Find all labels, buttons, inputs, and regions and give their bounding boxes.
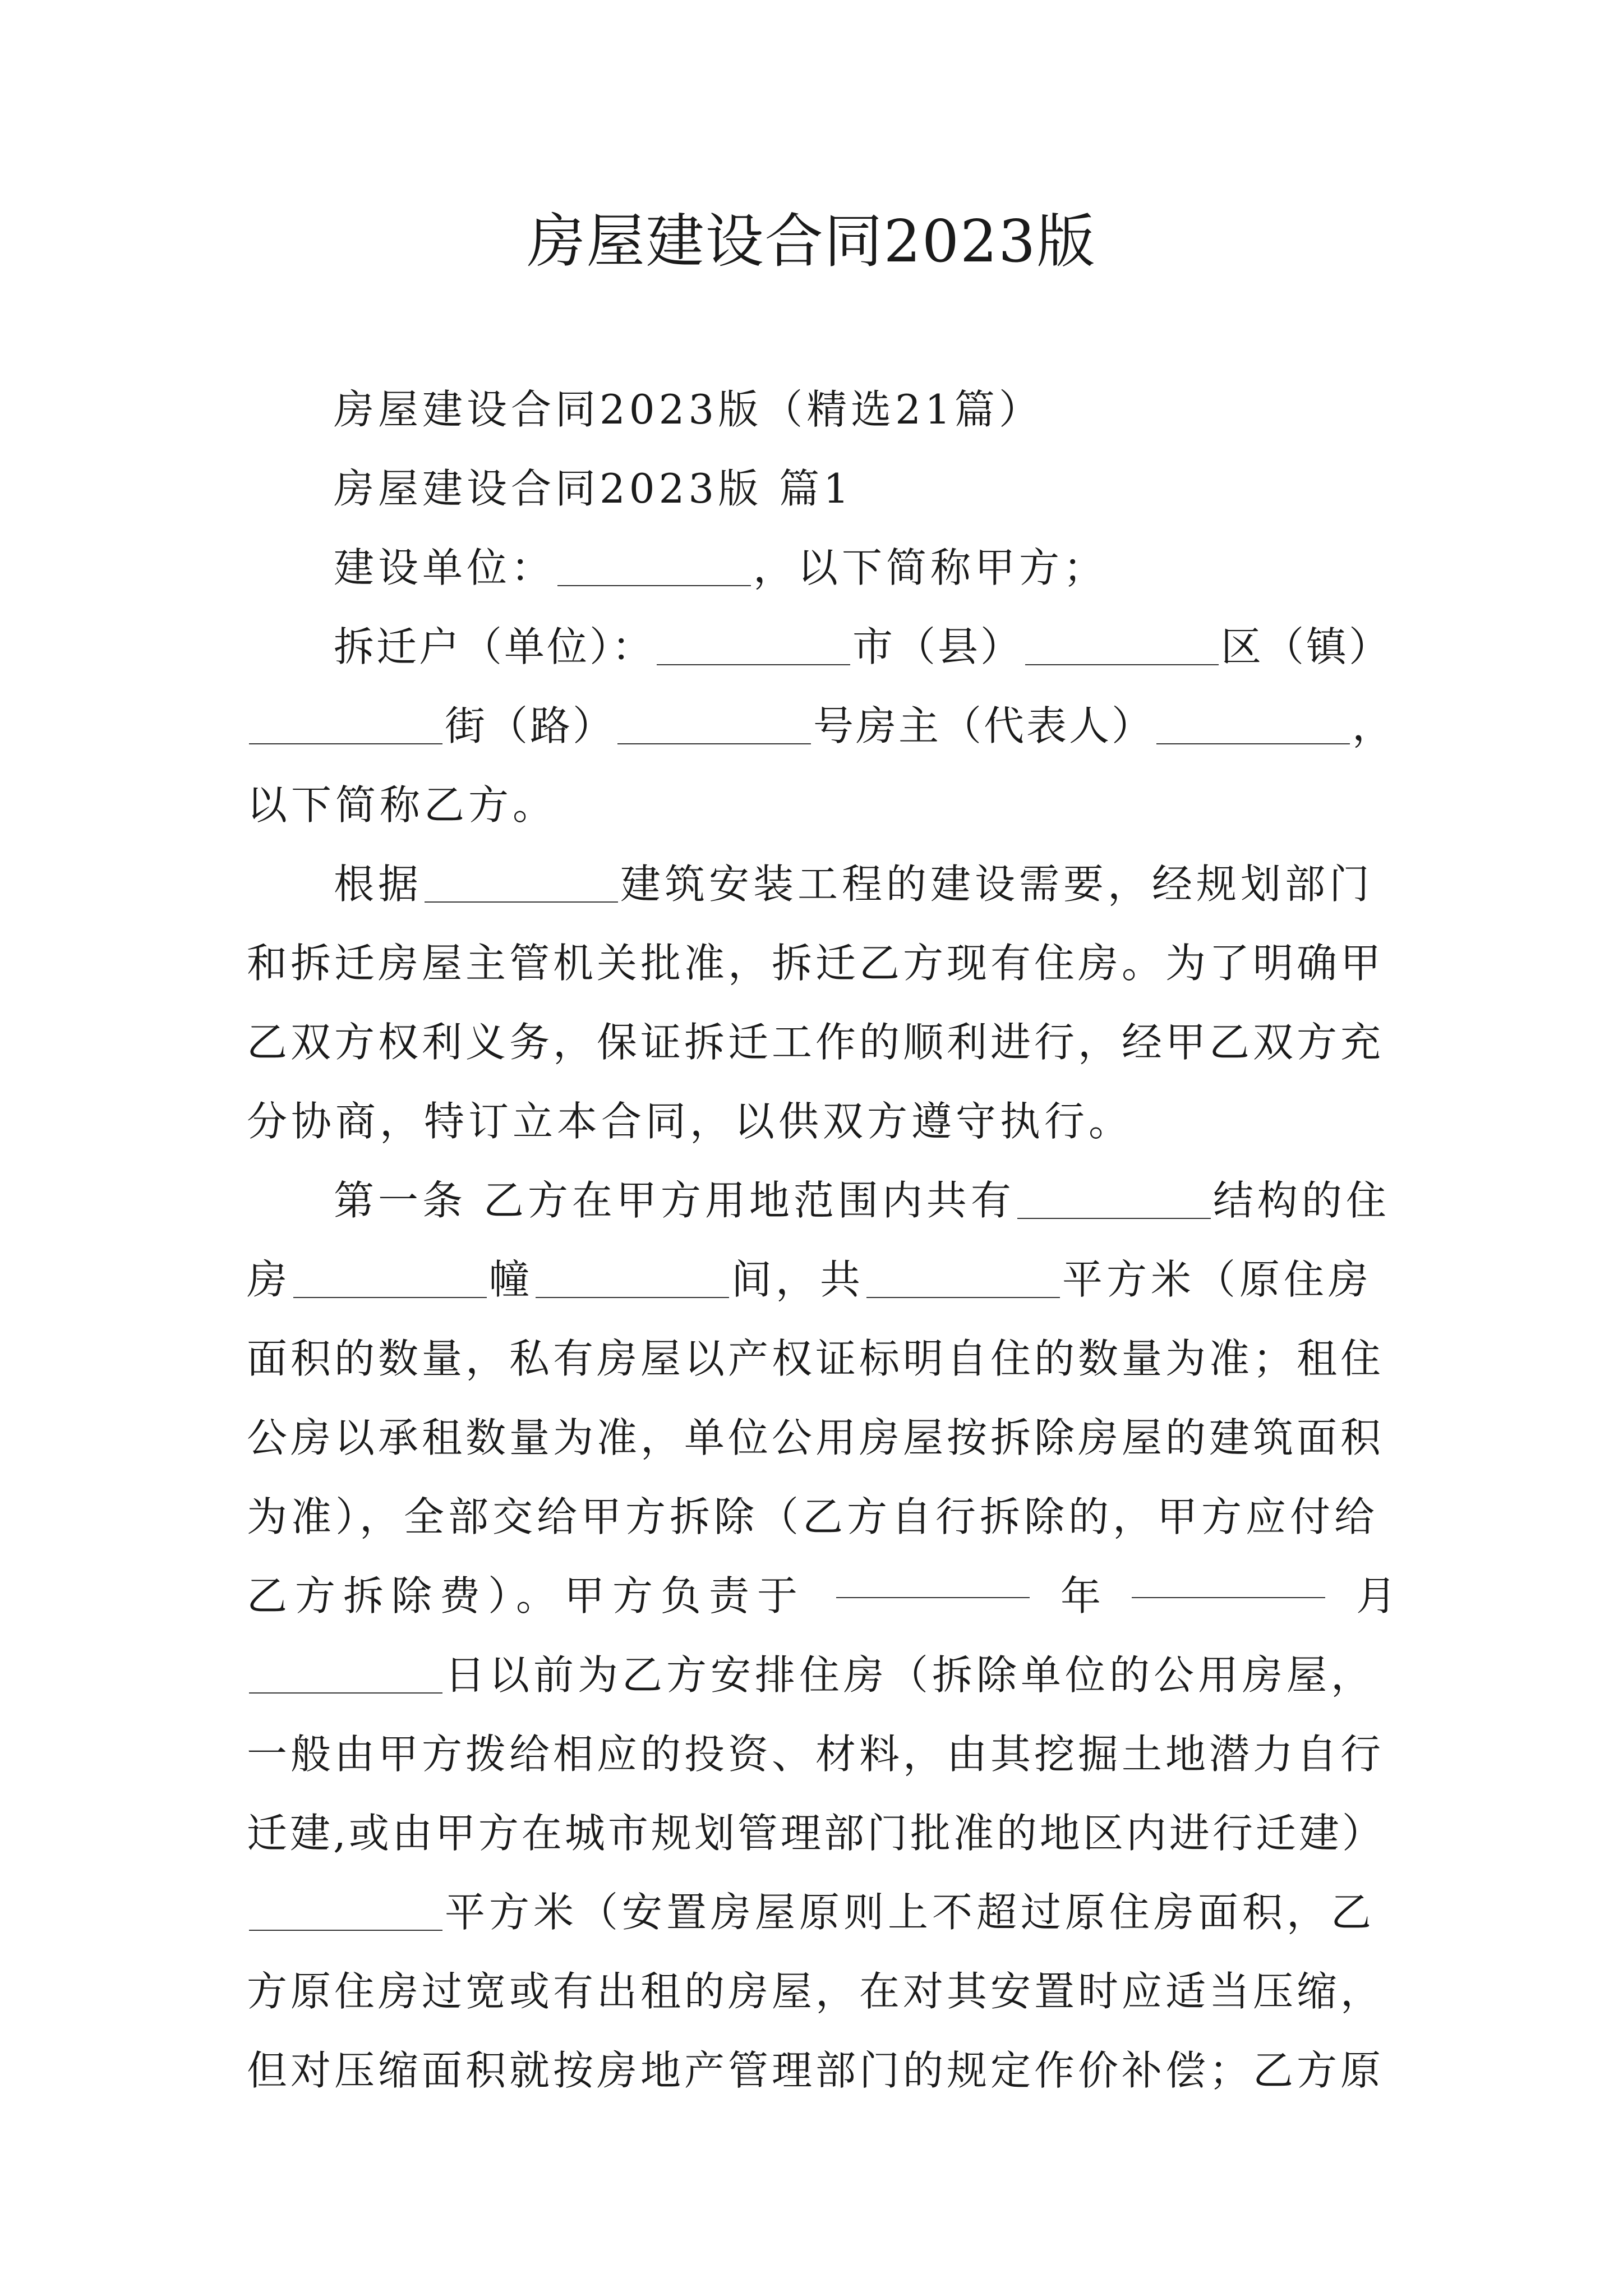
article1-line-1 [247,1161,1396,1240]
preamble-line-3: 乙双方权利义务，保证拆迁工作的顺利进行，经甲乙双方充 [247,1019,1385,1066]
preamble-start: 根据 [334,861,423,908]
blank-field [1025,624,1219,665]
party-b-street: 街（路） [445,702,616,749]
party-a-suffix: ，以下简称甲方； [753,544,1108,591]
document-title: 房屋建设合同2023版 [527,207,1096,275]
preamble-text: 建筑安装工程的建设需要，经规划部门 [620,861,1374,908]
preamble-line-1 [247,845,1396,924]
blank-field [293,1257,487,1298]
section-heading: 房屋建设合同2023版 篇1 [334,465,853,512]
blank-field [866,1257,1060,1298]
article1-month: 月 [1355,1572,1396,1619]
party-b-house-owner: 号房主（代表人） [813,702,1155,749]
article1-line-3: 面积的数量，私有房屋以产权证标明自住的数量为准；租住 [247,1335,1385,1382]
blank-field [836,1557,1030,1598]
article1-line-8: 一般由甲方拨给相应的投资、材料，由其挖掘土地潜力自行 [247,1731,1385,1778]
document-body [247,370,1396,2110]
article1-year: 年 [1060,1572,1101,1619]
article1-line-4: 公房以承租数量为准，单位公用房屋按拆除房屋的建筑面积 [247,1414,1385,1461]
article1-line-12: 但对压缩面积就按房地产管理部门的规定作价补偿；乙方原 [247,2047,1385,2094]
article1-sqm-text: 平方米（安置房屋原则上不超过原住房面积，乙 [445,1889,1376,1936]
article1-room: 间，共 [731,1256,865,1303]
article1-line-7 [247,1636,1396,1715]
article1-line-10 [247,1873,1396,1952]
article1-day-text: 日以前为乙方安排住房（拆除单位的公用房屋， [445,1651,1376,1699]
article1-line-9: 迁建,或由甲方在城市规划管理部门批准的地区内进行迁建） [247,1810,1385,1857]
party-b-city: 市（县） [852,623,1023,670]
article1-line-5: 为准），全部交给甲方拆除（乙方自行拆除的，甲方应付给 [247,1493,1379,1540]
article1-line-6-text: 乙方拆除费）。甲方负责于 [247,1572,806,1619]
preamble-line-2: 和拆迁房屋主管机关批准，拆迁乙方现有住房。为了明确甲 [247,940,1385,987]
party-b-prefix: 拆迁户（单位）： [334,623,655,670]
article1-structure: 结构的住 [1212,1177,1390,1224]
party-b-line-2 [247,687,1396,766]
blank-field [249,1652,442,1694]
party-b-district: 区（镇） [1221,623,1392,670]
blank-field [249,703,442,744]
article1-building: 幢 [489,1256,534,1303]
blank-field [249,1889,442,1931]
blank-field [617,703,811,744]
party-b-suffix: 以下简称乙方。 [247,781,557,829]
party-b-comma: ， [1352,702,1395,749]
blank-field [1156,703,1350,744]
blank-field [536,1257,729,1298]
preamble-line-4: 分协商，特订立本合同，以供双方遵守执行。 [247,1098,1133,1145]
article1-line-11: 方原住房过宽或有出租的房屋，在对其安置时应适当压缩， [247,1968,1385,2015]
party-a-line [247,528,1396,608]
blank-field [657,624,850,665]
article1-start: 第一条 乙方在甲方用地范围内共有 [334,1177,1015,1224]
article1-area: 平方米（原住房 [1062,1256,1373,1303]
party-a-prefix: 建设单位： [334,544,556,591]
blank-field [1017,1177,1211,1219]
article1-line-6 [247,1557,1396,1636]
article1-house: 房 [247,1256,292,1303]
blank-field [425,861,618,903]
blank-field [1132,1557,1325,1598]
article1-line-2 [247,1240,1396,1319]
party-b-line-1 [247,608,1396,687]
subtitle: 房屋建设合同2023版（精选21篇） [334,386,1043,433]
blank-field [557,545,751,586]
